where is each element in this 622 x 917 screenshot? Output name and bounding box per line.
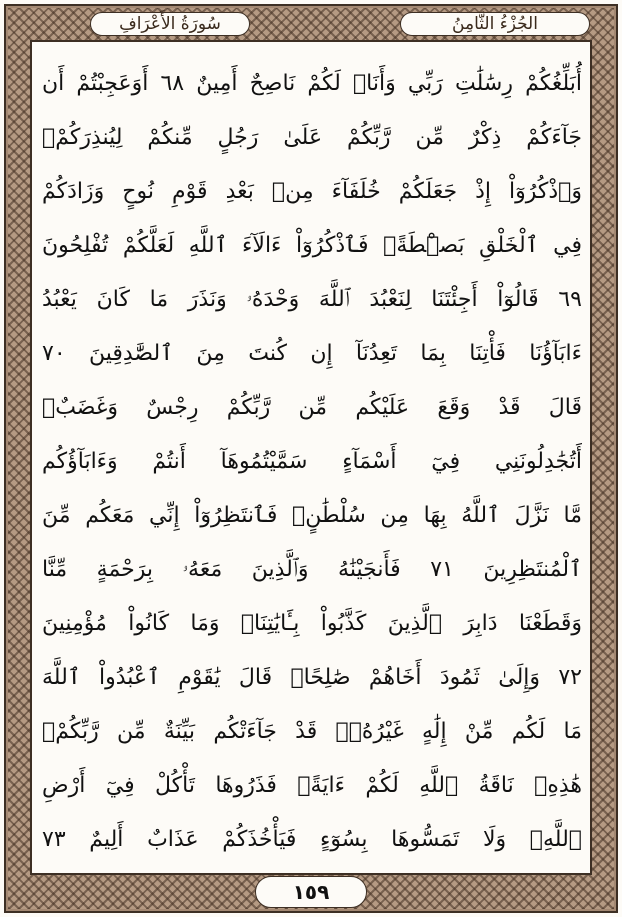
- text-line-1: أُبَلِّغُكُمْ رِسَٰلَٰتِ رَبِّي وَأَنَا۠ لَكُمْ نَاصِحٌ أَمِينٌ ٦٨ أَوَعَجِبْتُمْ أَن: [42, 71, 582, 96]
- text-line-15: ٱللَّهِۖ وَلَا تَمَسُّوهَا بِسُوٓءٍ فَيَأْخُذَكُمْ عَذَابٌ أَلِيمٌ ٧٣: [42, 827, 582, 852]
- text-line-10: ٱلْمُنتَظِرِينَ ٧١ فَأَنجَيْنَٰهُ وَٱلَّذِينَ مَعَهُۥ بِرَحْمَةٍ مِّنَّا: [42, 557, 582, 582]
- text-line-5: ٦٩ قَالُوٓاْ أَجِئْتَنَا لِنَعْبُدَ ٱللَّهَ وَحْدَهُۥ وَنَذَرَ مَا كَانَ يَعْبُدُ: [42, 287, 582, 312]
- text-line-3: وَٱذْكُرُوٓاْ إِذْ جَعَلَكُمْ خُلَفَآءَ مِنۢ بَعْدِ قَوْمِ نُوحٍ وَزَادَكُمْ: [42, 179, 582, 204]
- surah-label: سُورَةُ الأَعْرَافِ: [90, 12, 250, 36]
- text-line-2: جَآءَكُمْ ذِكْرٌ مِّن رَّبِّكُمْ عَلَىٰ رَجُلٍ مِّنكُمْ لِيُنذِرَكُمْۚ: [42, 125, 582, 150]
- page-number: ١٥٩: [255, 876, 367, 908]
- page-header: [30, 8, 592, 38]
- text-line-12: ٧٢ وَإِلَىٰ ثَمُودَ أَخَاهُمْ صَٰلِحًاۚ قَالَ يَٰقَوْمِ ٱعْبُدُواْ ٱللَّهَ: [42, 665, 582, 690]
- text-line-6: ءَابَآؤُنَا فَأْتِنَا بِمَا تَعِدُنَآ إِن كُنتَ مِنَ ٱلصَّٰدِقِينَ ٧٠: [42, 341, 582, 366]
- text-line-11: وَقَطَعْنَا دَابِرَ ٱلَّذِينَ كَذَّبُواْ بِـَٔايَٰتِنَاۖ وَمَا كَانُواْ مُؤْمِنِينَ: [42, 611, 582, 636]
- text-line-7: قَالَ قَدْ وَقَعَ عَلَيْكُم مِّن رَّبِّكُمْ رِجْسٌ وَغَضَبٌۖ: [42, 395, 582, 420]
- text-line-9: مَّا نَزَّلَ ٱللَّهُ بِهَا مِن سُلْطَٰنٍۚ فَٱنتَظِرُوٓاْ إِنِّي مَعَكُم مِّنَ: [42, 503, 582, 528]
- juz-label: الجُزْءُ الثَّامِنُ: [400, 12, 590, 36]
- text-line-4: فِي ٱلْخَلْقِ بَصْۜطَةًۖ فَٱذْكُرُوٓاْ ءَالَآءَ ٱللَّهِ لَعَلَّكُمْ تُفْلِحُونَ: [42, 233, 582, 258]
- text-line-8: أَتُجَٰدِلُونَنِي فِيٓ أَسْمَآءٍ سَمَّيْتُمُوهَآ أَنتُمْ وَءَابَآؤُكُم: [42, 449, 582, 474]
- text-line-13: مَا لَكُم مِّنْ إِلَٰهٍ غَيْرُهُۥۖ قَدْ جَآءَتْكُم بَيِّنَةٌ مِّن رَّبِّكُمْۖ: [42, 719, 582, 744]
- quran-text: [42, 55, 582, 867]
- text-line-14: هَٰذِهِۦ نَاقَةُ ٱللَّهِ لَكُمْ ءَايَةًۖ فَذَرُوهَا تَأْكُلْ فِيٓ أَرْضِ: [42, 773, 582, 798]
